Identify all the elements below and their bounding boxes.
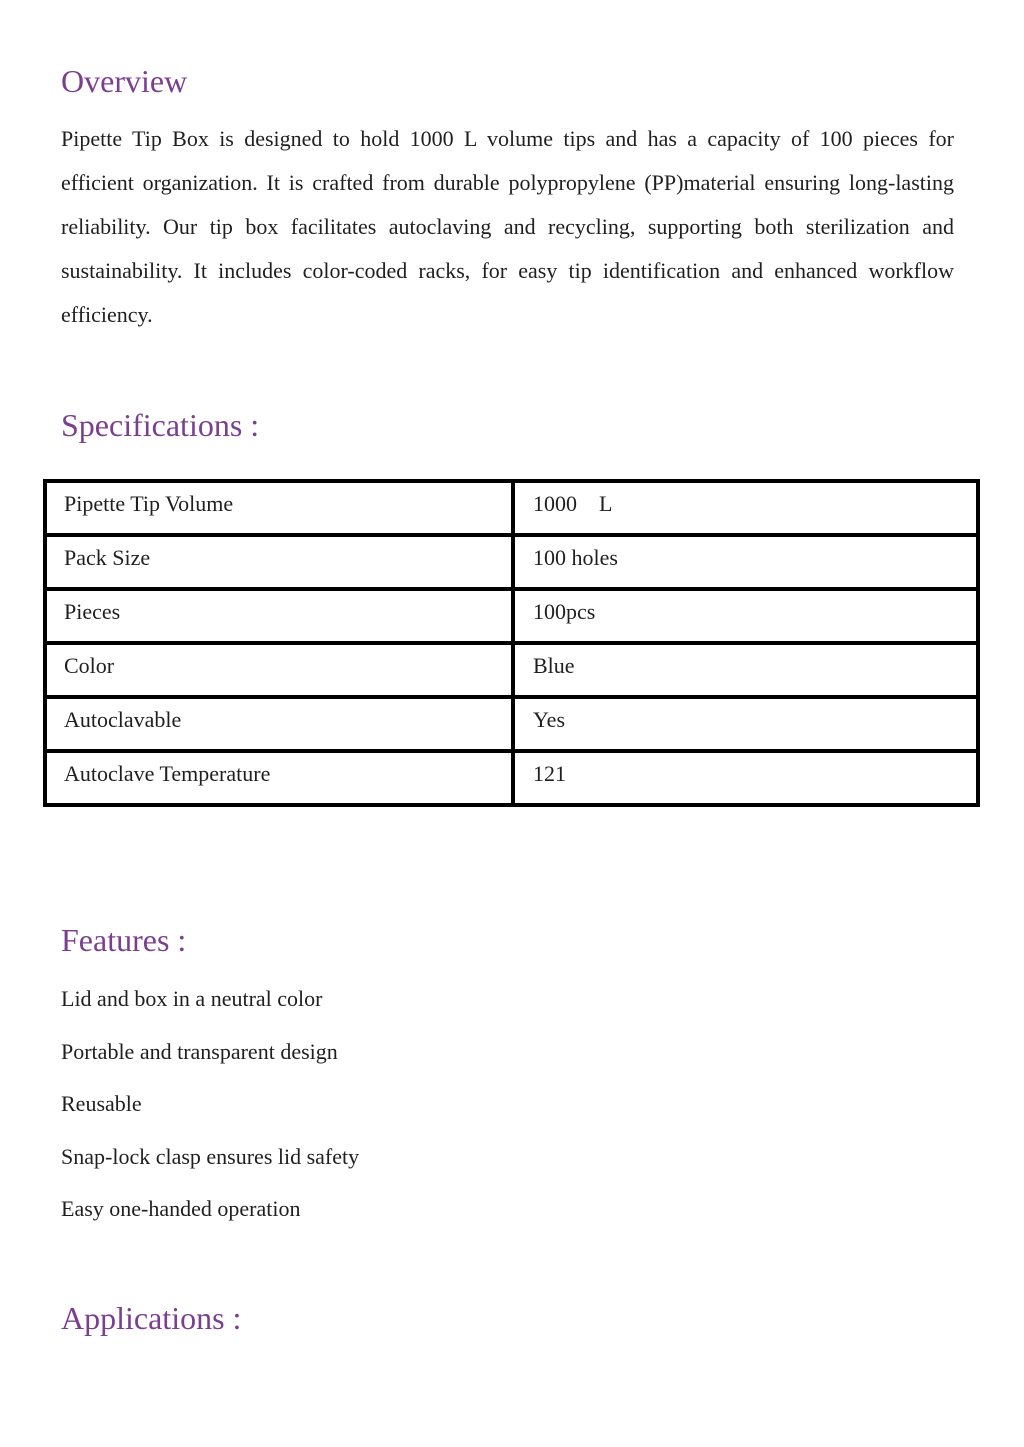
spec-value: 100 holes (533, 545, 618, 570)
applications-heading: Applications : (61, 1300, 242, 1336)
spec-value-cell (513, 697, 978, 751)
table-row (45, 643, 978, 697)
table-row (45, 751, 978, 805)
list-item: Snap-lock clasp ensures lid safety (61, 1143, 360, 1169)
spec-name: Autoclavable (64, 707, 182, 732)
spec-name-cell (45, 481, 513, 535)
table-row (45, 697, 978, 751)
specifications-table (43, 479, 980, 807)
spec-name: Pack Size (64, 545, 151, 570)
table-row (45, 481, 978, 535)
spec-name-cell (45, 697, 513, 751)
spec-name: Pipette Tip Volume (64, 491, 234, 516)
spec-value-cell (513, 535, 978, 589)
spec-name: Color (64, 653, 115, 678)
spec-name: Autoclave Temperature (64, 761, 271, 786)
spec-value-cell (513, 589, 978, 643)
spec-value-cell (513, 751, 978, 805)
spec-value-cell (513, 643, 978, 697)
spec-value: 1000 L (533, 491, 613, 516)
spec-name-cell (45, 589, 513, 643)
spec-name-cell (45, 643, 513, 697)
spec-value-cell (513, 481, 978, 535)
spec-name: Pieces (64, 599, 121, 624)
spec-value: Yes (533, 707, 566, 732)
features-list (61, 977, 359, 1240)
specifications-heading: Specifications : (61, 407, 260, 443)
list-item: Reusable (61, 1091, 142, 1116)
list-item: Portable and transparent design (61, 1038, 338, 1064)
overview-paragraph: Pipette Tip Box is designed to hold 1000 L volume tips and has a capacity of 100 pieces for efficient organization. It is crafted from durable polypropylene (PP)material ensuring long-lasting reliability. Our tip box facilitates autoclaving and recycling, supporting both sterilization and sustainability. It includes color-coded racks, for easy tip identification and enhanced workflow efficiency. (61, 126, 954, 327)
overview-heading: Overview (61, 63, 188, 99)
table-row (45, 589, 978, 643)
spec-value: Blue (533, 653, 575, 678)
list-item: Lid and box in a neutral color (61, 986, 323, 1011)
spec-value: 121 (533, 761, 566, 786)
list-item: Easy one-handed operation (61, 1196, 301, 1221)
features-heading: Features : (61, 922, 187, 958)
spec-name-cell (45, 535, 513, 589)
spec-value: 100pcs (533, 599, 596, 624)
table-row (45, 535, 978, 589)
spec-name-cell (45, 751, 513, 805)
